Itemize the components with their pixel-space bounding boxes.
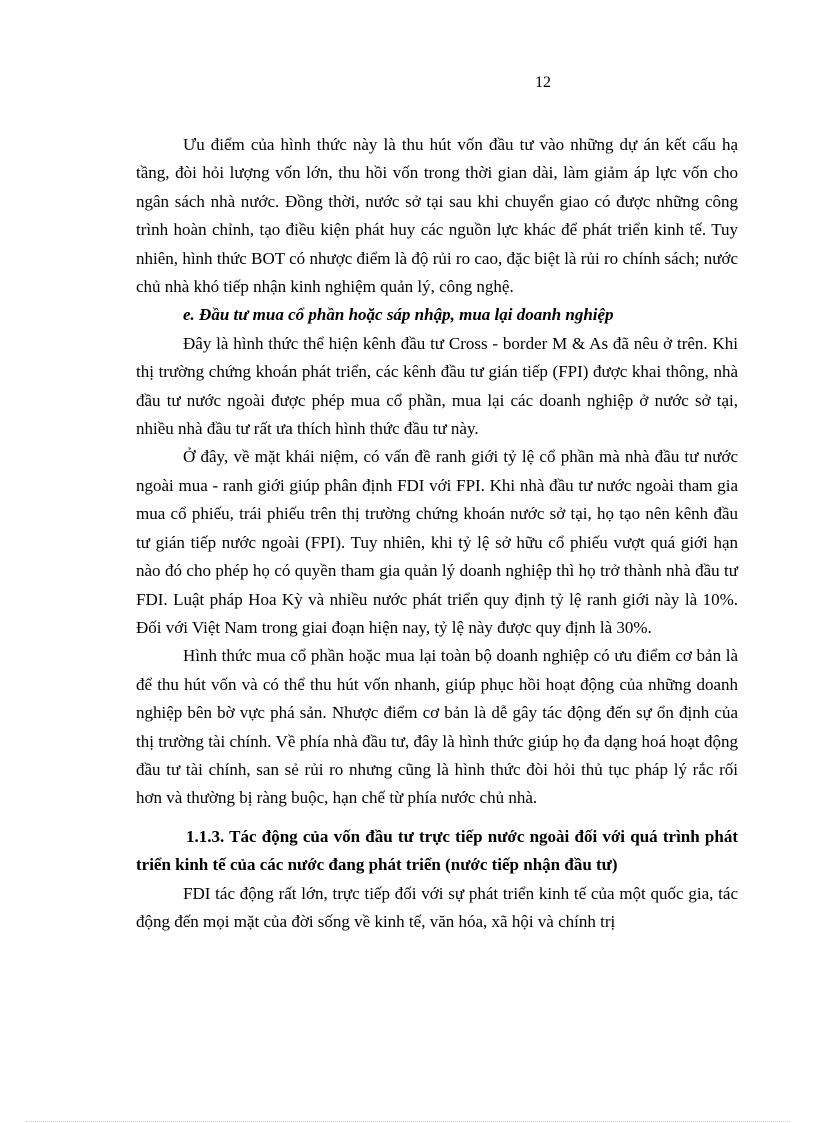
section-heading-e: e. Đầu tư mua cổ phần hoặc sáp nhập, mua lại doanh nghiệp (183, 305, 614, 325)
page-number: 12 (535, 74, 551, 91)
page-body (136, 131, 738, 936)
paragraph-cross-border: Đây là hình thức thể hiện kênh đầu tư Cross - border M & As đã nêu ở trên. Khi thị trường chứng khoán phát triển, các kênh đầu tư gián tiếp (FPI) được khai thông, nhà đầu tư nước ngoài được phép mua cổ phần, mua lại các doanh nghiệp ở nước sở tại, nhiều nhà đầu tư rất ưa thích hình thức đầu tư này. (136, 333, 738, 439)
paragraph-acquisition-pros-cons: Hình thức mua cổ phần hoặc mua lại toàn bộ doanh nghiệp có ưu điểm cơ bản là để thu hút vốn và có thể thu hút vốn nhanh, giúp phục hồi hoạt động của những doanh nghiệp bên bờ vực phá sản. Nhược điểm cơ bản là dễ gây tác động đến sự ổn định của thị trường tài chính. Về phía nhà đầu tư, đây là hình thức giúp họ đa dạng hoá hoạt động đầu tư tài chính, san sẻ rủi ro nhưng cũng là hình thức đòi hỏi thủ tục pháp lý rắc rối hơn và thường bị ràng buộc, hạn chế từ phía nước chủ nhà. (136, 646, 738, 808)
page-bottom-divider (26, 1121, 790, 1122)
paragraph-fdi-impact: FDI tác động rất lớn, trực tiếp đối với sự phát triển kinh tế của một quốc gia, tác động đến mọi mặt của đời sống về kinh tế, văn hóa, xã hội và chính trị (136, 883, 738, 931)
paragraph-fdi-fpi-boundary: Ở đây, về mặt khái niệm, có vấn đề ranh giới tỷ lệ cổ phần mà nhà đầu tư nước ngoài mua - ranh giới giúp phân định FDI với FPI. Khi nhà đầu tư nước ngoài tham gia mua cổ phiếu, trái phiếu trên thị trường chứng khoán nước sở tại, họ tạo nên kênh đầu tư gián tiếp nước ngoài (FPI). Tuy nhiên, khi tỷ lệ sở hữu cổ phiếu vượt quá giới hạn nào đó cho phép họ có quyền tham gia quản lý doanh nghiệp thì họ trở thành nhà đầu tư FDI. Luật pháp Hoa Kỳ và nhiều nước phát triển quy định tỷ lệ ranh giới này là 10%. Đối với Việt Nam trong giai đoạn hiện nay, tỷ lệ này được quy định là 30%. (136, 447, 738, 637)
section-heading-1-1-3: 1.1.3. Tác động của vốn đầu tư trực tiếp nước ngoài đối với quá trình phát triển kinh tế của các nước đang phát triển (nước tiếp nhận đầu tư) (136, 826, 738, 875)
paragraph-bot-advantages: Ưu điểm của hình thức này là thu hút vốn đầu tư vào những dự án kết cấu hạ tầng, đòi hỏi lượng vốn lớn, thu hồi vốn trong thời gian dài, làm giảm áp lực vốn cho ngân sách nhà nước. Đồng thời, nước sở tại sau khi chuyển giao có được những công trình hoàn chỉnh, tạo điều kiện phát huy các nguồn lực khác để phát triển kinh tế. Tuy nhiên, hình thức BOT có nhược điểm là độ rủi ro cao, đặc biệt là rủi ro chính sách; nước chủ nhà khó tiếp nhận kinh nghiệm quản lý, công nghệ. (136, 135, 738, 297)
